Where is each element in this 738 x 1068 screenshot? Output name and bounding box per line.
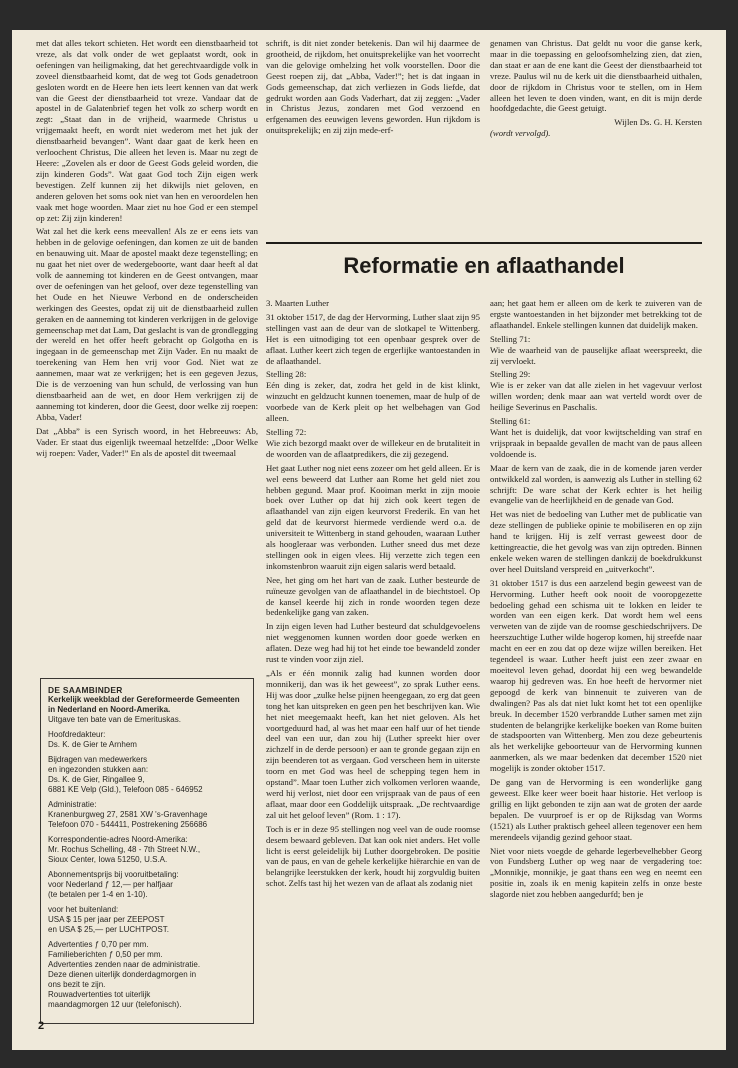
article-paragraph: Eén ding is zeker, dat, zodra het geld in de kist klinkt, winzucht en geldzucht kunnen toenemen, maar de hulp of de voorbede van de Kerk pleit op het welbehagen van God alleen. [266, 380, 480, 424]
masthead-line: Rouwadvertenties tot uiterlijk [48, 990, 151, 999]
masthead-line: Advertenties zenden naar de administratie. [48, 960, 201, 969]
masthead-line: Deze dienen uiterlijk donderdagmorgen in [48, 970, 197, 979]
masthead-details [48, 730, 246, 1010]
masthead-line: Sioux Center, Iowa 51250, U.S.A. [48, 855, 168, 864]
masthead-line: 6881 KE Velp (Gld.), Telefoon 085 - 646952 [48, 785, 203, 794]
masthead-line: Kranenburgweg 27, 2581 XW 's-Gravenhage [48, 810, 208, 819]
newspaper-page [12, 30, 726, 1050]
masthead-note: Uitgave ten bate van de Emerituskas. [48, 715, 181, 724]
article-paragraph: In zijn eigen leven had Luther besteurd dat schuldgevoelens niet weggenomen kunnen worden door goede werken en aflaten. Deze weg had hij tot het einde toe bewandeld zonder rust te vinden voor zijn ziel. [266, 621, 480, 665]
sermon-paragraph: schrift, is dit niet zonder betekenis. Dan wil hij daarmee de grootheid, de rijkdom, het onuitsprekelijke van het voorrecht van die gelovige omhelzing het volk voorstellen. Door die Geest roepen zij, dat „Abba, Vader!”; het is dat ingaan in Gods gemeenschap, dat zich verliezen in Gods liefde, dat gedrukt worden aan Gods Vaderhart, dat zij zeggen: „Vader in Christus Jezus, zondaren met God verzoend en erfgenamen des eeuwigen levens geworden. Hun rijkdom is onuitsprekelijk; en zij zijn mede-erf- [266, 38, 480, 136]
sermon-column-2 [266, 38, 480, 139]
masthead-subtitle: Kerkelijk weekblad der Gereformeerde Gemeenten in Nederland en Noord-Amerika. [48, 695, 240, 714]
author-signature: Wijlen Ds. G. H. Kersten [614, 117, 702, 128]
masthead-line: (te betalen per 1-4 en 1-10). [48, 890, 148, 899]
masthead-line: Ds. K. de Gier, Ringallee 9, [48, 775, 145, 784]
stelling-label: Stelling 29: [490, 369, 531, 380]
article-column-3 [490, 298, 702, 903]
sermon-paragraph: Dat „Abba” is een Syrisch woord, in het Hebreeuws: Ab, Vader. Er staat dus eigenlijk tweemaal hetzelfde: „Door Welke wij roepen: Vader, Vader!” En als de apostel dit tweemaal [36, 425, 258, 458]
article-paragraph: De gang van de Hervorming is een wonderlijke gang geweest. Elke keer weer boeit haar historie. Het verloop is grillig en lijkt gebonden te zijn aan wat de groten der aarde bepalen. De vuurproef is er op de Rijksdag van Worms (1521) als Luther praktisch geheel alleen tegenover een hem merendeels vijandig gezind gehoor staat. [490, 777, 702, 842]
stelling-label: Stelling 61: [490, 416, 531, 427]
masthead-line: voor Nederland ƒ 12,— per halfjaar [48, 880, 173, 889]
sermon-column-3 [490, 38, 702, 139]
sermon-paragraph: Wat zal het die kerk eens meevallen! Als ze er eens iets van hebben in de gelovige oefeningen, dan komen ze uit de banden en benauwing uit. Maar de apostel maakt deze tegenstelling; en nu gaat het niet over de wedergeboorte, want daar heeft al dat volk de aanneming tot kinderen en de Geest ontvangen, maar over de oefeningen van het geloof, over deze tegenstelling van het Oude en het Nieuwe Verbond en de onderscheiden werkingen des Geestes, opdat zij uit de dienstbaarheid zullen geraken en de aanneming tot kinderen verkrijgen in de gelovige gemeenschap met dat Lam, Dat geslacht is van de grondlegging der wereld en het offer heeft gebracht op Golgotha en is ingegaan in de gemeenschap met Zijn Vader. En nu maakt de toerekening van Hem hen vrij voor God. Niet wat ze aannemen, maar wat ze verkrijgen; het is een gegeven Jezus, Die is de verzoening van hun schuld, de verlossing van hun dienstbaarheid aan de wet, en door Hem verkrijgen zij de aanneming tot kinderen, door die Geest, door welke zij roepen: Abba, Vader! [36, 226, 258, 422]
masthead-title: DE SAAMBINDER [48, 685, 123, 695]
sermon-column-1 [36, 38, 258, 461]
masthead-box [40, 678, 254, 1024]
masthead-line: Familieberichten ƒ 0,50 per mm. [48, 950, 163, 959]
page-number: 2 [38, 1020, 45, 1032]
stelling-label: Stelling 72: [266, 426, 307, 437]
masthead-line: en ingezonden stukken aan: [48, 765, 149, 774]
masthead-line: Korrespondentie-adres Noord-Amerika: [48, 835, 188, 844]
article-paragraph: Wie de waarheid van de pauselijke aflaat weerspreekt, die zij vervloekt. [490, 344, 702, 366]
masthead-line: ons bezit te zijn. [48, 980, 106, 989]
masthead-line: Hoofdredakteur: [48, 730, 106, 739]
sermon-paragraph: genamen van Christus. Dat geldt nu voor die ganse kerk, maar in die toepassing en geloofsomhelzing zien, dat zien, dan staat er aan de ene kant die Geest der dienstbaarheid tot vreze. Paulus wil nu de kerk uit die dienstbaarheid uithalen, door de rijkdom in Christus voor te stellen, om in Hem alleen het leven te doen vinden, want, en dit is mijn derde hoofdgedachte, die Geest getuigt. [490, 38, 702, 114]
sermon-paragraph: met dat alles tekort schieten. Het wordt een dienstbaarheid tot vreze, als dat volk onder de wet geplaatst wordt, ook in oefeningen van heiligmaking, dat het gerechtvaardigde volk in zoveel dienstbaarheid komt, dat de weg tot Gods genadetroon gesloten wordt en de Heere hen iets leert kennen van dat werk van die Geest der dienstbaarheid tot vreze. Vandaar dat de apostel in de Galatenbrief tegen het volk zo scherp wordt en zegt: „Staat dan in de vrijheid, waarmede Christus u vrijgemaakt heeft, en wordt niet wederom met het juk der dienstbaarheid bevangen”. Want daar gaat de kerk heen en verloochent Christus, Die alleen het leven is. Maar nu zegt de Heere: „Zovelen als er door de Geest Gods geleid worden, die zijn kinderen Gods”. Wat gaat God toch Zijn eigen werk bevestigen. Zelf kunnen zij het dikwijls niet geloven, en anderen geloven het soms ook niet van hen en veroordelen hen vaak met hoge woorden. Maar ziet nu hoe God er een stempel op zet: Zij zijn kinderen! [36, 38, 258, 223]
masthead-line: Advertenties ƒ 0,70 per mm. [48, 940, 149, 949]
article-paragraph: 3. Maarten Luther [266, 298, 329, 308]
masthead-line: USA $ 15 per jaar per ZEEPOST [48, 915, 165, 924]
masthead-line: Bijdragen van medewerkers [48, 755, 148, 764]
article-column-2 [266, 298, 480, 892]
article-paragraph: Niet voor niets voegde de geharde legerbevelhebber Georg von Fundsberg Luther op weg naar de vergadering toe: „Monnikje, monnikje, je gaat thans een weg en neemt een positie in, zoals ik en menig kapitein zelfs in onze beste slagorde niet zou hebben aangedurfd; ben je [490, 845, 702, 900]
masthead-line: voor het buitenland: [48, 905, 119, 914]
article-paragraph: Toch is er in deze 95 stellingen nog veel van de oude roomse desem bewaard gebleven. Dat kan ook niet anders. Het volle licht is eerst geleidelijk bij Luther doorgebroken. De positie van de paus, en van de gehele kerkelijke hiërarchie en van de belangrijke leerstukken der kerk, houdt hij zorgvuldig buiten schot. Zelfs tast hij het wezen van de aflaat als zodanig niet [266, 823, 480, 889]
section-divider [266, 242, 702, 244]
article-paragraph: Het was niet de bedoeling van Luther met de publicatie van deze stellingen de publieke opinie te mobiliseren en op zijn hand te krijgen. Hij is zelf verrast geweest door de kettingreactie, die het gevolg was van zijn optreden. Binnen enkele weken waren de stellingen dankzij de boekdrukkunst over heel Duitsland verspreid en „uitverkocht”. [490, 509, 702, 574]
article-paragraph: aan; het gaat hem er alleen om de kerk te zuiveren van de ergste wantoestanden in het bijzonder met betrekking tot de aflaathandel. Enkele stellingen kunnen dat duidelijk maken. [490, 298, 702, 330]
continued-note: (wordt vervolgd). [490, 128, 551, 139]
stelling-label: Stelling 71: [490, 333, 531, 344]
article-paragraph: „Als er één monnik zalig had kunnen worden door monnikerij, dan was ik het geweest”, zo sprak Luther eens. Hij was door „zulke helse pijnen heengegaan, zo erg dat geen tong het kan uitspreken en geen pen het beschrijven kan. Wie het niet meegemaakt heeft, kan het niet geloven. Als het voortgeduurd had, al was het maar een half uur of het tiende deel van een uur, dan zou hij (Luther spreekt hier over zichzelf in de derde persoon) er aan te gronde gegaan zijn en zijn beenderen tot as vergaan. God verscheen hem in uiterste toorn en met God was heel de schepping tegen hem in opstand”. Maar toen Luther zich volkomen verloren waande, werd hij verlost, niet door een vrijspraak van de paus of een aflaat, maar door een Goddelijk uitspraak. „De rechtvaardige zal uit het geloof leven” (Rom. 1 : 17). [266, 668, 480, 820]
masthead-line: Mr. Rochus Schelling, 48 - 7th Street N.W., [48, 845, 201, 854]
masthead-line: Ds. K. de Gier te Arnhem [48, 740, 137, 749]
article-paragraph: 31 oktober 1517 is dus een aarzelend begin geweest van de Hervorming. Luther heeft ook nooit de vooropgezette bedoeling gehad een schisma uit te lokken en leider te worden van een eigen kerk. Dat wordt hem wel eens verweten van de zijde van de roomse geschiedschrijvers. De heerszuchtige Luther wilde hogerop komen, hij streefde naar macht en eer en zou dat op deze wijze willen bereiken. Het tegendeel is waar. Luther heeft juist een zeer zwaar en moeitevol leven gehad, doordat hij een weg bewandelde waarop hij gedreven was. En hoe heeft de hervormer niet gepoogd de kerk van binnenuit te zuiveren van de dwalingen? Pas als dat niet lukt komt het tot een openlijke breuk. In december 1520 verbrandde Luther samen met zijn studenten de belangrijke kerkelijke boeken van Rome buiten de stadspoorten van Wittenberg. Men zou deze gebeurtenis als het werkelijke geboorteuur van de Hervorming kunnen aanmerken, als we maar bedenken dat december 1520 niet mogelijk is zonder oktober 1517. [490, 577, 702, 774]
article-paragraph: Het gaat Luther nog niet eens zozeer om het geld alleen. Er is wel eens beweerd dat Luther aan Rome het geld niet zou hebben gegund. Maar prof. Kooiman merkt in zijn mooie boek over Luther op dat hij zich ook keert tegen de aflaathandel van zijn eigen keurvorst Frederik. En van het geld dat de keurvorst hiermede verdiende werd o.a. de universiteit te Wittenberg in stand gehouden, waaraan Luther als hoogleraar was verbonden. Luther sneed dus met deze stellingen ook in eigen vlees. Hij verzette zich tegen een inkomstenbron waaruit zijn eigen salaris werd betaald. [266, 462, 480, 571]
stelling-label: Stelling 28: [266, 369, 307, 380]
article-headline: Reformatie en aflaathandel [343, 253, 625, 278]
masthead-line: Abonnementsprijs bij vooruitbetaling: [48, 870, 179, 879]
masthead-line: en USA $ 25,— per LUCHTPOST. [48, 925, 169, 934]
article-paragraph: Wie zich bezorgd maakt over de willekeur en de brutaliteit in de woorden van de aflaatpredikers, die zij gezegend. [266, 437, 480, 459]
masthead-line: Administratie: [48, 800, 97, 809]
article-paragraph: Nee, het ging om het hart van de zaak. Luther besteurde de ruïneuze gevolgen van de aflaathandel in de biechtstoel. Op de kansel keerde hij zich in ronde woorden tegen deze bedenkelijke gang van zaken. [266, 574, 480, 618]
article-paragraph: Wie is er zeker van dat alle zielen in het vagevuur verlost willen worden; denk maar aan wat verteld wordt over de heilige Severinus en Paschalis. [490, 380, 702, 413]
masthead-line: Telefoon 070 - 544411, Postrekening 256686 [48, 820, 208, 829]
article-paragraph: Maar de kern van de zaak, die in de komende jaren verder ontwikkeld zal worden, is aanwezig als Luther in stelling 62 schrijft: De ware schat der Kerk echter is het heilig evangelie van de heerlijkheid en de genade van God. [490, 462, 702, 506]
article-paragraph: Want het is duidelijk, dat voor kwijtschelding van straf en vrijspraak in bepaalde gevallen de macht van de paus alleen voldoende is. [490, 426, 702, 459]
masthead-line: maandagmorgen 12 uur (telefonisch). [48, 1000, 182, 1009]
article-paragraph: 31 oktober 1517, de dag der Hervorming, Luther slaat zijn 95 stellingen vast aan de deur van de slotkapel te Wittenberg. Het is een uitnodiging tot een openbaar gesprek over de aflaat. Luther keert zich tegen de ergerlijke wantoestanden in de aflaathandel. [266, 311, 480, 366]
